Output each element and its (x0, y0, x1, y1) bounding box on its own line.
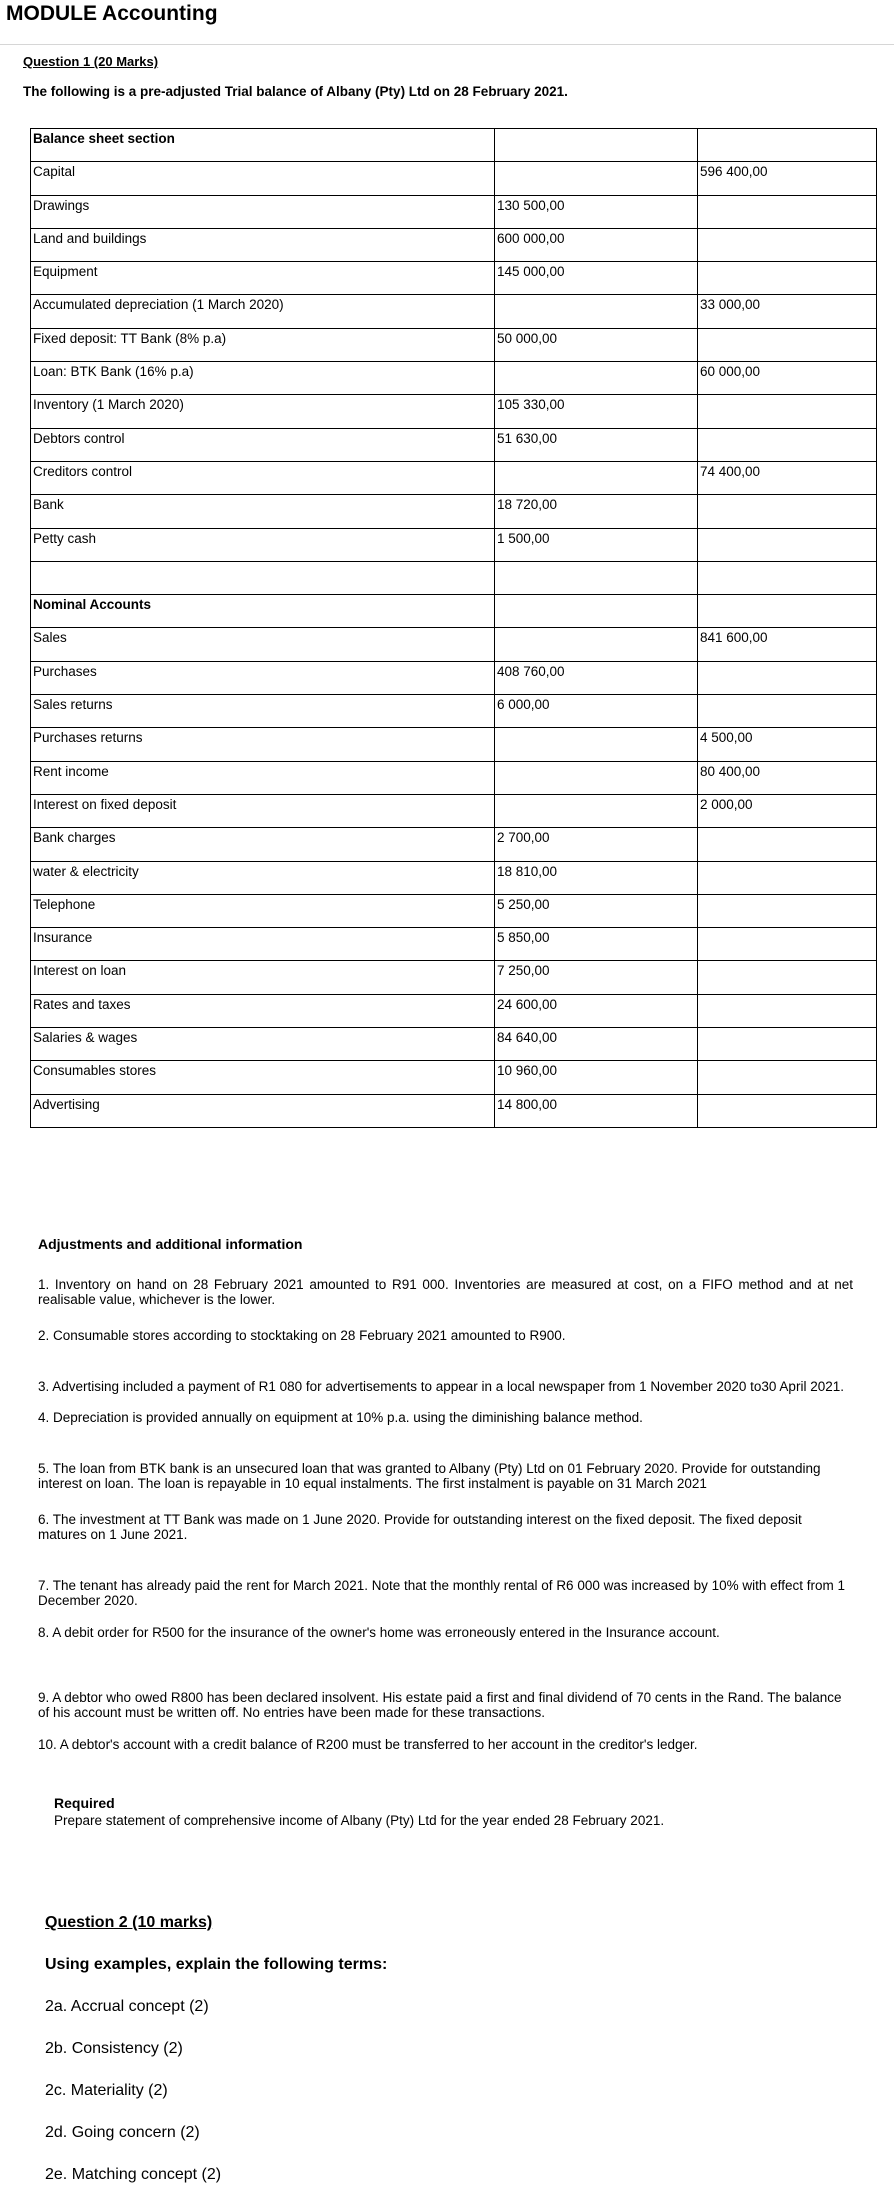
trial-balance-row (31, 561, 877, 594)
debit-cell: 1 500,00 (495, 528, 698, 561)
credit-cell (698, 428, 877, 461)
account-name-cell: Equipment (31, 262, 495, 295)
debit-cell: 84 640,00 (495, 1028, 698, 1061)
question-1-intro: The following is a pre-adjusted Trial balance of Albany (Pty) Ltd on 28 February 2021. (23, 84, 568, 99)
credit-cell: 596 400,00 (698, 162, 877, 195)
debit-cell: 10 960,00 (495, 1061, 698, 1094)
credit-cell (698, 395, 877, 428)
term-item: 2c. Materiality (2) (45, 2082, 168, 2099)
trial-balance-row (31, 1094, 877, 1127)
debit-cell: 408 760,00 (495, 661, 698, 694)
required-label: Required (54, 1795, 115, 1811)
credit-cell: 841 600,00 (698, 628, 877, 661)
debit-cell: 6 000,00 (495, 695, 698, 728)
credit-cell: 60 000,00 (698, 362, 877, 395)
account-name-cell: Debtors control (31, 428, 495, 461)
credit-cell (698, 1028, 877, 1061)
credit-cell (698, 928, 877, 961)
divider (0, 44, 894, 45)
credit-cell (698, 961, 877, 994)
debit-cell (495, 129, 698, 162)
trial-balance-row (31, 728, 877, 761)
account-name-cell: Advertising (31, 1094, 495, 1127)
adjustment-item: 6. The investment at TT Bank was made on 1 June 2020. Provide for outstanding interest on the fixed deposit. The fixed deposit matures on 1 June 2021. (38, 1512, 802, 1542)
credit-cell (698, 894, 877, 927)
account-name-cell: Purchases returns (31, 728, 495, 761)
credit-cell: 2 000,00 (698, 794, 877, 827)
account-name-cell: Rent income (31, 761, 495, 794)
credit-cell (698, 861, 877, 894)
debit-cell (495, 794, 698, 827)
debit-cell: 600 000,00 (495, 228, 698, 261)
adjustments-title: Adjustments and additional information (38, 1236, 303, 1252)
trial-balance-row (31, 894, 877, 927)
adjustment-item: 7. The tenant has already paid the rent for March 2021. Note that the monthly rental of R6 000 was increased by 10% with effect from 1 December 2020. (38, 1578, 845, 1608)
trial-balance-row (31, 428, 877, 461)
required-text: Prepare statement of comprehensive income of Albany (Pty) Ltd for the year ended 28 February 2021. (54, 1813, 665, 1828)
debit-cell: 130 500,00 (495, 195, 698, 228)
account-name-cell: Interest on loan (31, 961, 495, 994)
debit-cell (495, 162, 698, 195)
trial-balance-row (31, 628, 877, 661)
account-name-cell: Balance sheet section (31, 129, 495, 162)
term-item: 2d. Going concern (2) (45, 2124, 200, 2141)
account-name-cell: Loan: BTK Bank (16% p.a) (31, 362, 495, 395)
account-name-cell: Inventory (1 March 2020) (31, 395, 495, 428)
credit-cell (698, 828, 877, 861)
debit-cell: 7 250,00 (495, 961, 698, 994)
credit-cell: 74 400,00 (698, 461, 877, 494)
account-name-cell: Drawings (31, 195, 495, 228)
adjustment-item: 3. Advertising included a payment of R1 080 for advertisements to appear in a local newspaper from 1 November 2020 to30 April 2021. (38, 1379, 844, 1394)
trial-balance-table (30, 128, 877, 1128)
trial-balance-row (31, 794, 877, 827)
debit-cell: 51 630,00 (495, 428, 698, 461)
credit-cell (698, 228, 877, 261)
account-name-cell: Telephone (31, 894, 495, 927)
question-2-title: Question 2 (10 marks) (45, 1914, 213, 1931)
debit-cell: 5 250,00 (495, 894, 698, 927)
debit-cell: 18 810,00 (495, 861, 698, 894)
debit-cell (495, 761, 698, 794)
trial-balance-row (31, 695, 877, 728)
trial-balance-row (31, 495, 877, 528)
credit-cell (698, 661, 877, 694)
trial-balance-row (31, 928, 877, 961)
debit-cell: 105 330,00 (495, 395, 698, 428)
trial-balance-row (31, 395, 877, 428)
debit-cell: 145 000,00 (495, 262, 698, 295)
trial-balance-row (31, 528, 877, 561)
account-name-cell: Purchases (31, 661, 495, 694)
adjustment-item: 10. A debtor's account with a credit balance of R200 must be transferred to her account in the creditor's ledger. (38, 1737, 698, 1752)
account-name-cell: Nominal Accounts (31, 595, 495, 628)
debit-cell (495, 628, 698, 661)
account-name-cell: Accumulated depreciation (1 March 2020) (31, 295, 495, 328)
debit-cell (495, 461, 698, 494)
credit-cell (698, 495, 877, 528)
credit-cell (698, 1094, 877, 1127)
trial-balance-row (31, 362, 877, 395)
credit-cell (698, 561, 877, 594)
question-2-intro: Using examples, explain the following terms: (45, 1956, 388, 1973)
credit-cell (698, 595, 877, 628)
term-item: 2b. Consistency (2) (45, 2040, 183, 2057)
trial-balance-row (31, 994, 877, 1027)
credit-cell (698, 695, 877, 728)
term-item: 2a. Accrual concept (2) (45, 1998, 209, 2015)
credit-cell: 80 400,00 (698, 761, 877, 794)
credit-cell (698, 195, 877, 228)
debit-cell: 14 800,00 (495, 1094, 698, 1127)
account-name-cell: Land and buildings (31, 228, 495, 261)
debit-cell (495, 561, 698, 594)
trial-balance-row (31, 295, 877, 328)
trial-balance-row (31, 129, 877, 162)
adjustment-item: 1. Inventory on hand on 28 February 2021 amounted to R91 000. Inventories are measured at cost, on a FIFO method and at net realisable value, whichever is the lower. (38, 1277, 853, 1307)
debit-cell (495, 295, 698, 328)
credit-cell (698, 528, 877, 561)
debit-cell: 50 000,00 (495, 328, 698, 361)
trial-balance-row (31, 1061, 877, 1094)
account-name-cell: Sales (31, 628, 495, 661)
credit-cell: 33 000,00 (698, 295, 877, 328)
account-name-cell: Consumables stores (31, 1061, 495, 1094)
account-name-cell: Interest on fixed deposit (31, 794, 495, 827)
account-name-cell: water & electricity (31, 861, 495, 894)
adjustment-item: 5. The loan from BTK bank is an unsecured loan that was granted to Albany (Pty) Ltd on 01 February 2020. Provide for outstanding interest on loan. The loan is repayable in 10 equal instalments. The first instalment is payable on 31 March 2021 (38, 1461, 821, 1491)
trial-balance-row (31, 228, 877, 261)
question-1-title: Question 1 (20 Marks) (23, 54, 159, 69)
trial-balance-row (31, 328, 877, 361)
credit-cell (698, 328, 877, 361)
adjustment-item: 2. Consumable stores according to stocktaking on 28 February 2021 amounted to R900. (38, 1328, 566, 1343)
account-name-cell: Salaries & wages (31, 1028, 495, 1061)
credit-cell (698, 262, 877, 295)
term-item: 2e. Matching concept (2) (45, 2166, 222, 2183)
trial-balance-row (31, 828, 877, 861)
credit-cell (698, 1061, 877, 1094)
adjustment-item: 9. A debtor who owed R800 has been declared insolvent. His estate paid a first and final dividend of 70 cents in the Rand. The balance of his account must be written off. No entries have been made for these transactions. (38, 1690, 842, 1720)
debit-cell: 18 720,00 (495, 495, 698, 528)
account-name-cell: Fixed deposit: TT Bank (8% p.a) (31, 328, 495, 361)
trial-balance-row (31, 661, 877, 694)
trial-balance-row (31, 1028, 877, 1061)
account-name-cell: Bank charges (31, 828, 495, 861)
trial-balance-row (31, 262, 877, 295)
account-name-cell: Sales returns (31, 695, 495, 728)
credit-cell: 4 500,00 (698, 728, 877, 761)
account-name-cell (31, 561, 495, 594)
trial-balance-row (31, 162, 877, 195)
trial-balance-row (31, 195, 877, 228)
debit-cell (495, 728, 698, 761)
module-title: MODULE Accounting (6, 2, 218, 25)
trial-balance-row (31, 861, 877, 894)
credit-cell (698, 994, 877, 1027)
trial-balance-row (31, 961, 877, 994)
debit-cell: 24 600,00 (495, 994, 698, 1027)
account-name-cell: Bank (31, 495, 495, 528)
debit-cell (495, 362, 698, 395)
trial-balance-row (31, 461, 877, 494)
account-name-cell: Rates and taxes (31, 994, 495, 1027)
account-name-cell: Insurance (31, 928, 495, 961)
account-name-cell: Capital (31, 162, 495, 195)
account-name-cell: Petty cash (31, 528, 495, 561)
debit-cell: 2 700,00 (495, 828, 698, 861)
trial-balance-row (31, 761, 877, 794)
trial-balance-row (31, 595, 877, 628)
debit-cell: 5 850,00 (495, 928, 698, 961)
adjustment-item: 4. Depreciation is provided annually on equipment at 10% p.a. using the diminishing balance method. (38, 1410, 643, 1425)
credit-cell (698, 129, 877, 162)
debit-cell (495, 595, 698, 628)
adjustment-item: 8. A debit order for R500 for the insurance of the owner's home was erroneously entered in the Insurance account. (38, 1625, 720, 1640)
account-name-cell: Creditors control (31, 461, 495, 494)
